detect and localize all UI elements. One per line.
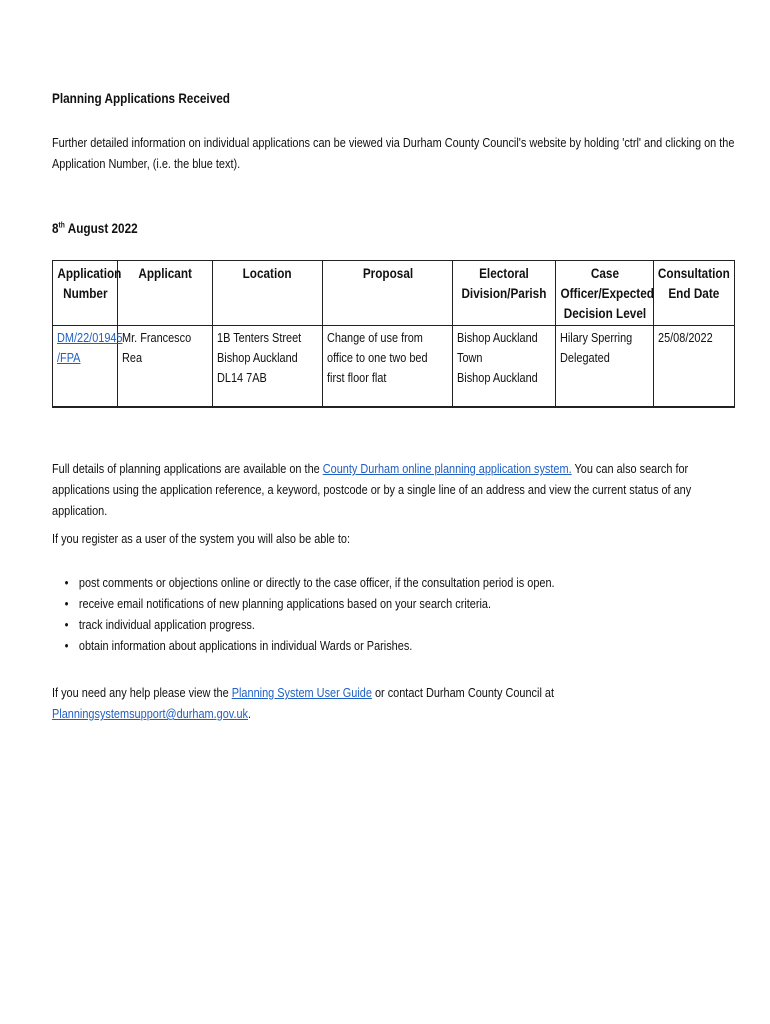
date-day: 8 <box>52 220 59 236</box>
date-heading <box>52 220 138 236</box>
support-email-link[interactable]: Planningsystemsupport@durham.gov.uk <box>52 706 249 721</box>
intro-paragraph: Further detailed information on individual applications can be viewed via Durham County Council's website by holding 'ctrl' and clicking on the Application Number, (i.e. the blue text). <box>52 135 735 171</box>
cell-proposal: Change of use from office to one two bed first floor flat <box>323 326 453 408</box>
header-electoral-division: Electoral Division/Parish <box>453 261 556 326</box>
help-paragraph: If you need any help please view the Planning System User Guide or contact Durham County Council at Planningsystemsupport@durham.gov.uk. <box>52 685 555 721</box>
user-guide-link[interactable]: Planning System User Guide <box>231 685 372 700</box>
header-application-number: Application Number <box>53 261 118 326</box>
table-row <box>53 326 735 408</box>
online-system-paragraph: Full details of planning applications are available on the County Durham online planning application system. You can also search for applications using the application reference, a keyword, postcode or by a single line of an address and view the current status of any application. <box>52 461 692 518</box>
cell-application-number <box>53 326 123 408</box>
applications-table <box>52 260 735 408</box>
application-number-link[interactable]: DM/22/01945 /FPA <box>57 330 123 365</box>
list-item: • receive email notifications of new planning applications based on your search criteria. <box>52 593 736 614</box>
list-item: • obtain information about applications in individual Wards or Parishes. <box>52 635 736 656</box>
benefits-list <box>52 572 736 656</box>
header-location: Location <box>213 261 323 326</box>
header-proposal: Proposal <box>323 261 453 326</box>
bullet-icon: • <box>64 596 69 611</box>
header-case-officer: Case Officer/Expected Decision Level <box>556 261 654 326</box>
cell-electoral-division: Bishop Auckland Town Bishop Auckland <box>453 326 556 408</box>
cell-consultation-end-date: 25/08/2022 <box>654 326 735 408</box>
bullet-icon: • <box>64 617 69 632</box>
bullet-icon: • <box>64 638 69 653</box>
register-paragraph: If you register as a user of the system you will also be able to: <box>52 531 351 546</box>
cell-case-officer: Hilary Sperring Delegated <box>556 326 654 408</box>
header-consultation-end-date: Consultation End Date <box>654 261 735 326</box>
cell-applicant: Mr. Francesco Rea <box>118 326 213 408</box>
page-title: Planning Applications Received <box>52 90 230 106</box>
online-planning-system-link[interactable]: County Durham online planning application system. <box>322 461 572 476</box>
header-applicant: Applicant <box>118 261 213 326</box>
cell-location: 1B Tenters Street Bishop Auckland DL14 7AB <box>213 326 323 408</box>
date-rest: August 2022 <box>64 220 138 236</box>
bullet-icon: • <box>64 575 69 590</box>
list-item: • track individual application progress. <box>52 614 736 635</box>
table-header-row <box>53 261 735 326</box>
date-suffix: th <box>58 220 65 230</box>
list-item: • post comments or objections online or directly to the case officer, if the consultation period is open. <box>52 572 736 593</box>
